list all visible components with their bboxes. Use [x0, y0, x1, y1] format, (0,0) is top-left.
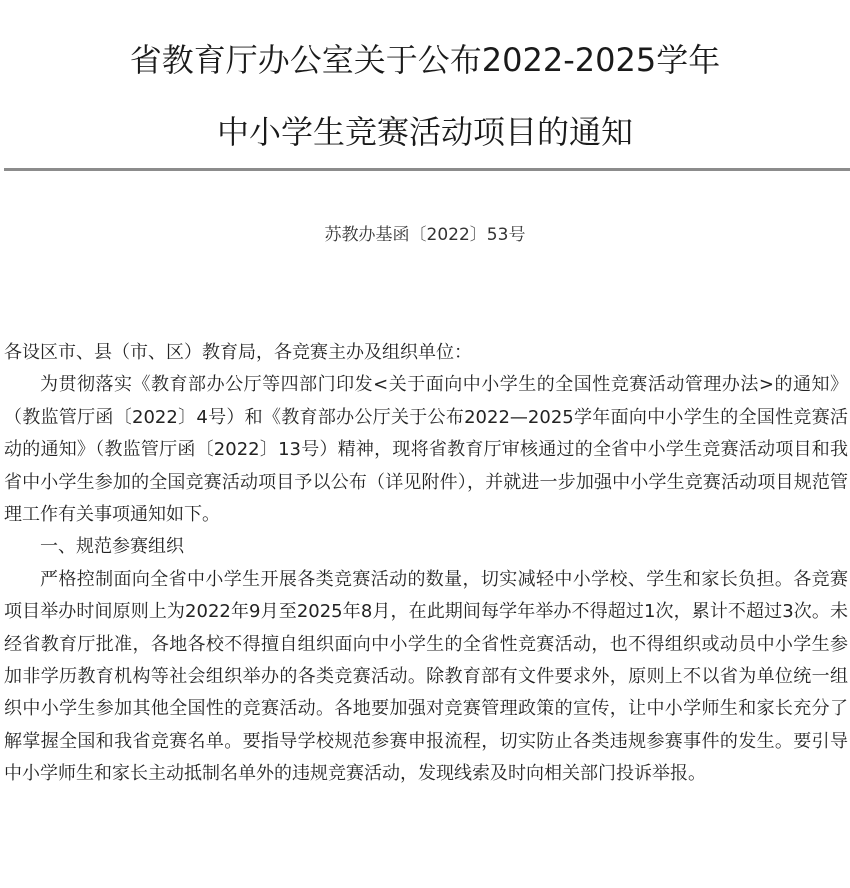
- salutation: 各设区市、县（市、区）教育局，各竞赛主办及组织单位：: [4, 342, 472, 363]
- paragraph-section-1: 严格控制面向全省中小学生开展各类竞赛活动的数量，切实减轻中小学校、学生和家长负担。各竞赛项目举办时间原则上为2022年9月至2025年8月，在此期间每学年举办不得超过1次，累计不超过3次。未经省教育厅批准，各地各校不得擅自组织面向中小学生的全省性竞赛活动，也不得组织或动员中小学生参加非学历教育机构等社会组织举办的各类竞赛活动。除教育部有文件要求外，原则上不以省为单位统一组织中小学生参加其他全国性的竞赛活动。各地要加强对竞赛管理政策的宣传，让中小学师生和家长充分了解掌握全国和我省竞赛名单。要指导学校规范参赛申报流程，切实防止各类违规参赛事件的发生。要引导中小学师生和家长主动抵制名单外的违规竞赛活动，发现线索及时向相关部门投诉举报。: [4, 568, 848, 785]
- document-number: 苏教办基函〔2022〕53号: [324, 225, 526, 245]
- document-body: [4, 337, 848, 791]
- document-title-line-1: 省教育厅办公室关于公布2022-2025学年: [129, 41, 721, 79]
- section-heading-1: 一、规范参赛组织: [40, 536, 184, 558]
- paragraph-intro: 为贯彻落实《教育部办公厅等四部门印发<关于面向中小学生的全国性竞赛活动管理办法>的通知》（教监管厅函〔2022〕4号）和《教育部办公厅关于公布2022—2025学年面向中小学生的全国性竞赛活动的通知》（教监管厅函〔2022〕13号）精神，现将省教育厅审核通过的全省中小学生竞赛活动项目和我省中小学生参加的全国竞赛活动项目予以公布（详见附件），并就进一步加强中小学生竞赛活动项目规范管理工作有关事项通知如下。: [4, 374, 848, 526]
- title-divider: [4, 168, 850, 171]
- document-title-line-2: 中小学生竞赛活动项目的通知: [216, 113, 633, 151]
